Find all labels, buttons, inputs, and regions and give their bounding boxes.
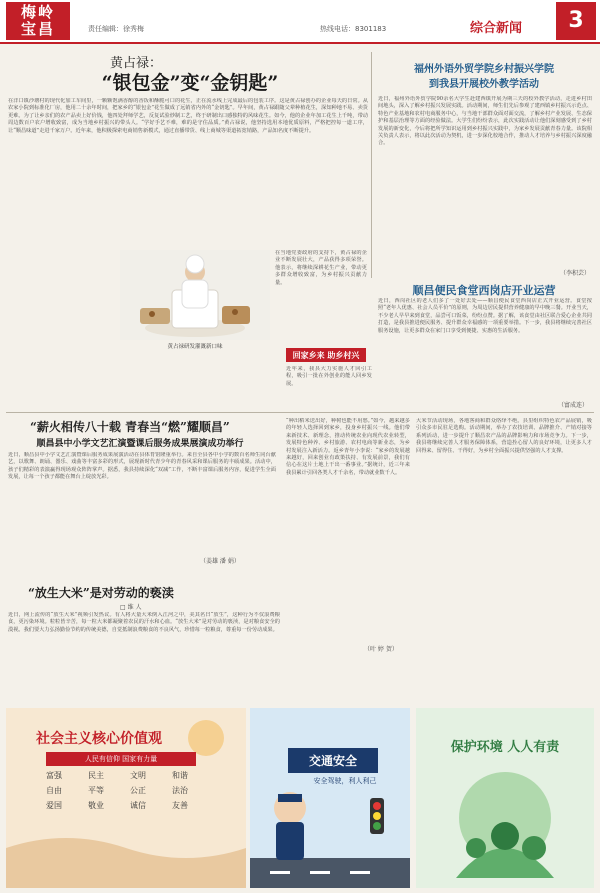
article-byline: □ 维 人 (120, 604, 142, 611)
article-body-3: 大米节活动现场，各地客商和群众络绎不绝。县里组织特色农产品展销，吸引众多市民驻足选购。活动期间，举办了农技培训、品牌推介、产销对接等系列活动，进一步提升了顺昌农产品的品牌影响力和市场竞争力。下一步，我县将继续完善人才服务保障体系，营造拴心留人的良好环境，让更多人才回得来、留得住、干得好，为乡村全面振兴提供坚强的人才支撑。 (416, 418, 592, 454)
article-author: （叶 婷 贺） (364, 646, 398, 653)
value-word: 公正 (130, 786, 146, 795)
value-word: 爱国 (46, 801, 62, 810)
ad-core-values (6, 708, 246, 888)
values-grid (46, 770, 206, 811)
article-headline: 顺昌便民食堂西岗店开业运营 (412, 284, 556, 297)
section-title: 综合新闻 (470, 21, 523, 36)
values-subtitle: 人民有信仰 国家有力量 (46, 752, 196, 766)
article-headline: “放生大米”是对劳动的亵渎 (28, 586, 174, 600)
article-body-right: 在当地党委政府的支持下，黄占禄的企业不断发展壮大，产品获得多项荣誉。他表示，将继续深耕花生产业，带动更多群众增收致富，为乡村振兴贡献力量。 (275, 250, 367, 286)
editor-credit: 责任编辑：徐秀梅 (88, 25, 144, 33)
article-kicker: 黄占禄： (110, 56, 163, 71)
article-author: （李积芸） (560, 270, 591, 277)
value-word: 和谐 (172, 771, 188, 780)
article-body: 近日，福州外语外贸学院90余名大学生赴建西镇开展为期三天的校外教学活动，走进乡村田间地头，深入了解乡村振兴发展实践。活动期间，师生们先后参观了建西镇乡村振兴示范点、特色产业基地和农村电商服务中心，与当地干部群众面对面交流，了解乡村产业发展、生态保护和基层治理等方面的经验做法。大学生们纷纷表示，此次实践活动让他们深刻感受到了乡村发展的新变化，今后将把所学知识运用到乡村振兴实践中，为家乡发展贡献青春力量。该院相关负责人表示，将以此次活动为契机，进一步深化校地合作，推动人才培养与乡村振兴深度融合。 (378, 96, 592, 147)
value-word: 法治 (172, 786, 188, 795)
article-photo (120, 250, 270, 340)
article-author: （姜雄 潘 娟） (200, 558, 240, 565)
article-kicker: “薪火相传八十载 青春当“燃”耀顺昌” (30, 420, 230, 434)
article-body: 近日，西岗社区的老人们多了一处好去处——顺昌便民食堂西岗店正式开业运营。食堂按照“老年人优惠、社会人员平价”的原则，为周边居民提供营养健康的早中晚三餐。开业当天，不少老人早早来到食堂，品尝可口饭菜，纷纷点赞。据了解，该食堂由社区联合爱心企业共同打造，是我县推进便民服务、提升群众幸福感的一项重要举措。下一步，我县将继续完善社区服务设施，让更多群众在家门口享受到便捷、实惠的生活服务。 (378, 298, 592, 334)
photo-caption: 黄占禄研发灌溉新口味 (167, 344, 223, 350)
value-word: 平等 (88, 786, 104, 795)
article-body: 近日，网上流传的“放生大米”视频引发热议。有人将大量大米倒入江河之中，美其名曰“放生”，这种行为不仅浪费粮食，更污染环境。粒粒皆辛苦，每一粒大米都凝聚着农民的汗水和心血。“放生大米”是对劳动的亵渎，是对粮食安全的漠视。我们要大力弘扬勤俭节约的传统美德，自觉抵制浪费粮食的不良风气，珍惜每一粒粮食，尊重每一份劳动成果。 (8, 612, 280, 633)
value-word: 民主 (88, 771, 104, 780)
article-body: 近日，顺昌县中小学文艺汇演暨课后服务成果展演活动在县体育馆隆重举行。来自全县各中小学的数百名师生同台献艺，以歌舞、朗诵、器乐、戏曲等丰富多彩的形式，展现新时代青少年的青春风采和课后服务的丰硕成果。活动中，孩子们精彩的表演赢得现场观众阵阵掌声。据悉，我县持续深化“双减”工作，不断丰富课后服务内容，促进学生全面发展，让每一个孩子都能在舞台上绽放光彩。 (8, 452, 276, 481)
photo-illustration (120, 250, 270, 340)
masthead (0, 0, 600, 44)
article-author: （富成连） (558, 402, 589, 409)
article-body: 近年来，我县大力实施人才回引工程，吸引一批在外创业的能人回乡发展。 (286, 366, 372, 387)
environment-illustration (416, 708, 594, 888)
article-body: 在洋口镇沙塘村的现代化加工车间里，一颗颗饱满香醇的香饭和酥脆可口的花生，正在流水线上完成最后的包装工序。这是黄占禄创办的企业每天的日常。从农家小院到标准化厂房，他用二十余年时间，把家乡的“银包金”花生做成了远销省内外的“金钥匙”。早年间，黄占禄跟随父辈种植花生，深知种地不易、卖货更难。为了让乡亲们的农产品卖上好价钱，他四处拜师学艺，反复试验炒制工艺，终于研制出口感独特的风味花生。如今，他的企业年加工花生上千吨，带动周边数百户农户增收致富，成为当地乡村振兴的带头人。“学好手艺不难，难的是守住品质。”黄占禄说，他坚持选用本地优质原料，严格把控每一道工序，让“顺昌味道”走进千家万户。近年来，他积极探索电商销售新模式，通过直播带货、线上商城等渠道拓宽销路，产品知名度不断提升。 (8, 98, 368, 134)
value-word: 敬业 (88, 801, 104, 810)
column-divider (371, 52, 372, 278)
value-word: 诚信 (130, 801, 146, 810)
traffic-subtitle: 安全驾驶，利人利己 (313, 777, 377, 785)
article-body-2: “种出稻米送出好，种树也能不用愁。”如今，越来越多的年轻人选择回到家乡，投身乡村振兴一线。他们带来新技术、新理念，推动传统农业向现代农业转型，发展特色种养、乡村旅游、农村电商等新业态，为乡村发展注入新活力。返乡青年小李说：“家乡的发展越来越好，回来创业有政策扶持、有发展前景，我们有信心在这片土地上干出一番事业。”据统计，近三年来我县累计引回各类人才千余名，带动就业数千人。 (286, 418, 410, 476)
values-title: 社会主义核心价值观 (36, 731, 162, 747)
traffic-title: 交通安全 (288, 748, 378, 773)
environment-title: 保护环境 人人有责 (450, 740, 560, 755)
logo-text: 梅岭 宝昌 (20, 3, 55, 38)
article-banner: 回家乡来 助乡村兴 (286, 348, 366, 362)
newspaper-logo (6, 2, 70, 40)
ad-traffic-safety (250, 708, 410, 888)
value-word: 友善 (172, 801, 188, 810)
section-divider (6, 412, 594, 413)
article-headline: “银包金”变“金钥匙” (101, 72, 279, 94)
value-word: 富强 (46, 771, 62, 780)
article-subhead: 顺昌县中小学文艺汇演暨课后服务成果展演成功举行 (36, 439, 244, 449)
ad-environment (416, 708, 594, 888)
value-word: 自由 (46, 786, 62, 795)
page-number: 3 (556, 2, 596, 40)
article-headline: 福州外语外贸学院乡村振兴学院 到我县开展校外教学活动 (414, 64, 554, 90)
hotline: 热线电话：8301183 (320, 25, 387, 33)
traffic-illustration (250, 708, 410, 888)
value-word: 文明 (130, 771, 146, 780)
